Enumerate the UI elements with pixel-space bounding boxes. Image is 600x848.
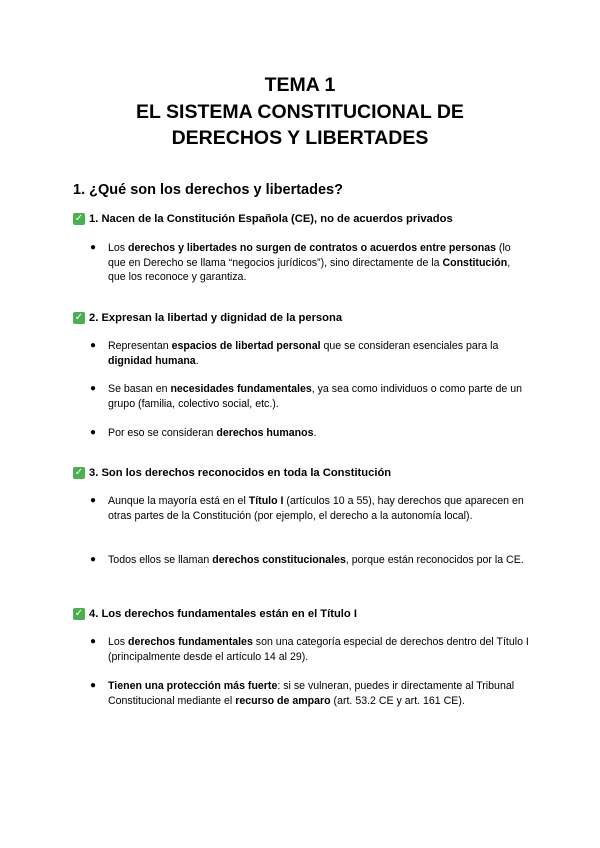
point-header-4	[73, 608, 357, 620]
text-segment: que se consideran esenciales para la	[320, 340, 499, 352]
bold-text-segment: recurso de amparo	[235, 694, 331, 707]
bullet-text	[108, 426, 530, 441]
bullet-dot-icon: ●	[90, 680, 97, 691]
text-segment: Se basan en	[108, 383, 171, 395]
bold-text-segment: Tienen una protección más fuerte	[108, 680, 278, 692]
bullet-dot-icon: ●	[90, 495, 97, 506]
bullet-dot-icon: ●	[90, 383, 97, 394]
bullet-dot-icon: ●	[90, 340, 97, 351]
point-header-text: 4. Los derechos fundamentales están en el Título I	[89, 608, 357, 620]
bullet-text	[108, 382, 530, 411]
bullet-text	[108, 241, 530, 285]
bullet-item	[90, 426, 530, 441]
bullet-item	[90, 553, 530, 568]
bullet-item	[90, 339, 530, 368]
bullet-dot-icon: ●	[90, 427, 97, 438]
checkmark-icon: ✓	[74, 467, 84, 478]
text-segment: son una categoría especial de derechos dentro del Título I (principalmente desde el artículo 14 al 29).	[108, 636, 529, 663]
point-header-text: 2. Expresan la libertad y dignidad de la persona	[89, 312, 343, 324]
bullet-dot-icon: ●	[90, 554, 97, 565]
text-segment: , que los reconoce y garantiza.	[108, 256, 511, 283]
point-header-text: 3. Son los derechos reconocidos en toda la Constitución	[89, 467, 392, 479]
checkmark-icon: ✓	[74, 312, 84, 323]
text-segment: (artículos 10 a 55), hay derechos que aparecen en otras partes de la Constitución (por ejemplo, el derecho a la autonomía local).	[108, 495, 524, 522]
bold-text-segment: Constitución	[442, 256, 508, 269]
text-segment: (lo que en Derecho se llama “negocios jurídicos”), sino directamente de la	[108, 242, 511, 269]
bullet-text	[108, 553, 530, 568]
bold-text-segment: espacios de libertad personal	[171, 340, 321, 352]
bold-text-segment: derechos fundamentales	[128, 636, 253, 648]
text-segment: Los	[108, 242, 129, 254]
bullet-text	[108, 494, 530, 523]
bold-text-segment: dignidad humana	[108, 354, 196, 367]
point-header-1	[73, 213, 453, 225]
title-line-2: EL SISTEMA CONSTITUCIONAL DE	[136, 100, 464, 123]
section-heading: 1. ¿Qué son los derechos y libertades?	[73, 182, 343, 198]
title-line-1: TEMA 1	[264, 74, 336, 96]
text-segment: , porque están reconocidos por la CE.	[345, 554, 524, 566]
bullet-item	[90, 635, 530, 664]
text-segment: Por eso se consideran	[108, 427, 217, 439]
bullet-dot-icon: ●	[90, 242, 97, 253]
title-line-3: DERECHOS Y LIBERTADES	[171, 127, 429, 149]
bold-text-segment: derechos y libertades no surgen de contratos o acuerdos entre personas	[128, 242, 496, 254]
bold-text-segment: necesidades fundamentales	[170, 383, 312, 395]
bullet-item	[90, 241, 530, 285]
bullet-text	[108, 339, 530, 368]
text-segment: Aunque la mayoría está en el	[108, 495, 249, 507]
point-header-text: 1. Nacen de la Constitución Española (CE), no de acuerdos privados	[89, 213, 453, 225]
bold-text-segment: derechos constitucionales	[212, 554, 346, 566]
text-segment: Todos ellos se llaman	[108, 554, 213, 566]
checkmark-icon: ✓	[74, 213, 84, 224]
text-segment: Representan	[108, 340, 172, 352]
text-segment: .	[313, 427, 317, 439]
bullet-dot-icon: ●	[90, 636, 97, 647]
document-title	[0, 72, 600, 152]
text-segment: Los	[108, 636, 129, 648]
text-segment: .	[195, 354, 199, 367]
point-header-3	[73, 467, 391, 479]
bold-text-segment: derechos humanos	[216, 427, 314, 439]
bullet-item	[90, 679, 530, 708]
bold-text-segment: Título I	[248, 495, 284, 507]
bullet-item	[90, 382, 530, 411]
bullet-item	[90, 494, 530, 523]
text-segment: (art. 53.2 CE y art. 161 CE).	[330, 694, 465, 707]
checkmark-icon: ✓	[74, 608, 84, 619]
point-header-2	[73, 312, 342, 324]
text-segment: : si se vulneran, puedes ir directamente al Tribunal Constitucional mediante el	[108, 680, 515, 707]
text-segment: , ya sea como individuos o como parte de un grupo (familia, colectivo social, etc.).	[108, 383, 522, 410]
bullet-text	[108, 635, 530, 664]
bullet-text	[108, 679, 530, 708]
